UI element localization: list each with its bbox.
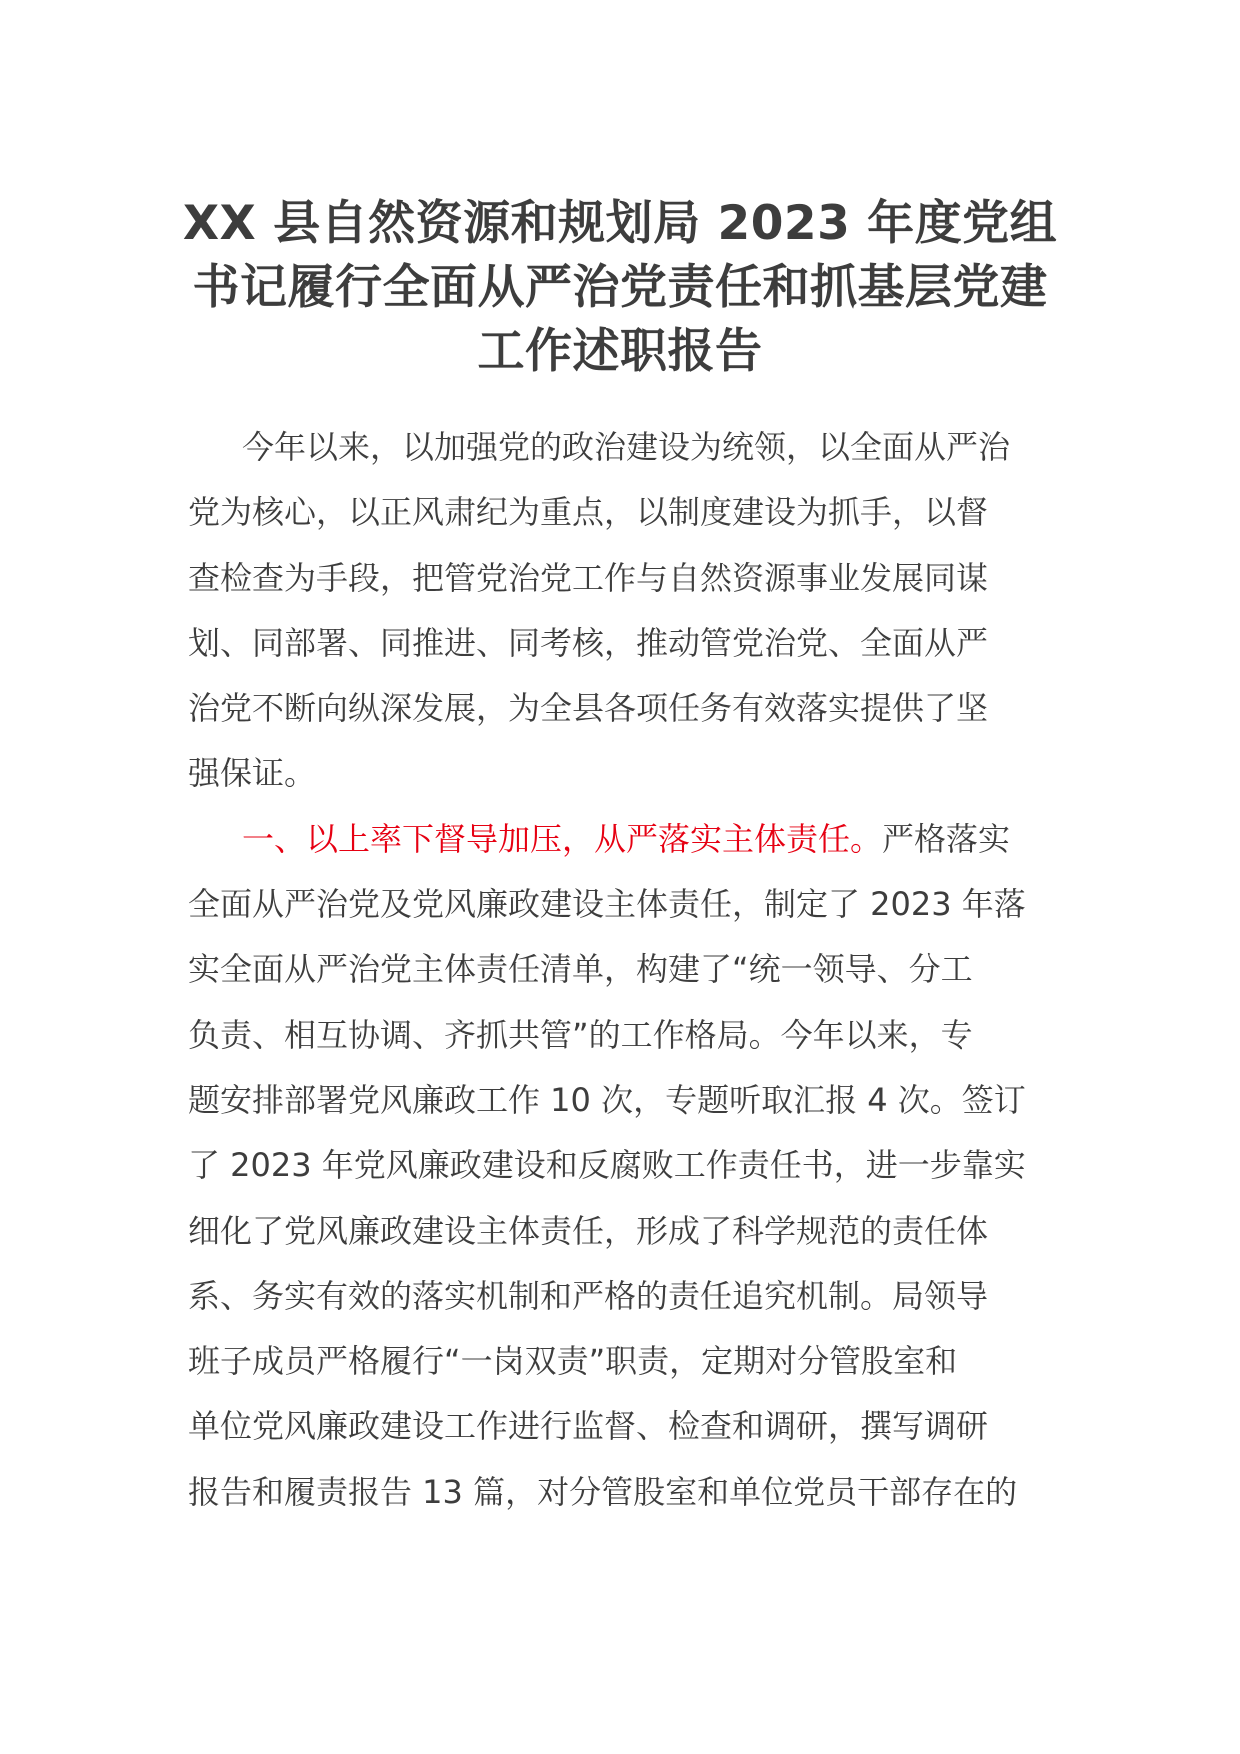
section-heading: 一、以上率下督导加压，从严落实主体责任。 [242,819,883,858]
paragraph-line: 治党不断向纵深发展，为全县各项任务有效落实提供了坚 [188,689,989,728]
title-line-2: 书记履行全面从严治党责任和抓基层党建 [192,260,1048,315]
paragraph-line: 负责、相互协调、齐抓共管”的工作格局。今年以来，专 [188,1015,973,1054]
paragraph-line: 单位党风廉政建设工作进行监督、检查和调研，撰写调研 [188,1407,989,1446]
paragraph-line: 细化了党风廉政建设主体责任，形成了科学规范的责任体 [188,1211,989,1250]
paragraph-line: 党为核心，以正风肃纪为重点，以制度建设为抓手，以督 [188,493,989,532]
paragraph-intro [188,415,1058,807]
paragraph-line: 班子成员严格履行“一岗双责”职责，定期对分管股室和 [188,1342,958,1381]
paragraph-line [188,807,1058,872]
paragraph-line: 了 2023 年党风廉政建设和反腐败工作责任书，进一步靠实 [188,1146,1026,1185]
paragraph-line: 报告和履责报告 13 篇，对分管股室和单位党员干部存在的 [188,1472,1018,1511]
paragraph-line: 题安排部署党风廉政工作 10 次，专题听取汇报 4 次。签订 [188,1080,1026,1119]
paragraph-line: 划、同部署、同推进、同考核，推动管党治党、全面从严 [188,623,989,662]
paragraph-line: 全面从严治党及党风廉政建设主体责任，制定了 2023 年落 [188,885,1026,924]
paragraph-line: 查检查为手段，把管党治党工作与自然资源事业发展同谋 [188,558,989,597]
paragraph-line: 实全面从严治党主体责任清单，构建了“统一领导、分工 [188,950,973,989]
document-body [188,415,1058,1525]
title-line-1: XX 县自然资源和规划局 2023 年度党组 [182,196,1058,251]
document-title [180,192,1060,384]
section-heading-rest: 严格落实 [882,819,1011,858]
paragraph-line: 强保证。 [188,754,317,793]
paragraph-section-1 [188,807,1058,1525]
paragraph-line: 今年以来，以加强党的政治建设为统领，以全面从严治 [242,428,1011,466]
title-line-3: 工作述职报告 [477,324,763,379]
paragraph-line: 系、务实有效的落实机制和严格的责任追究机制。局领导 [188,1276,989,1315]
